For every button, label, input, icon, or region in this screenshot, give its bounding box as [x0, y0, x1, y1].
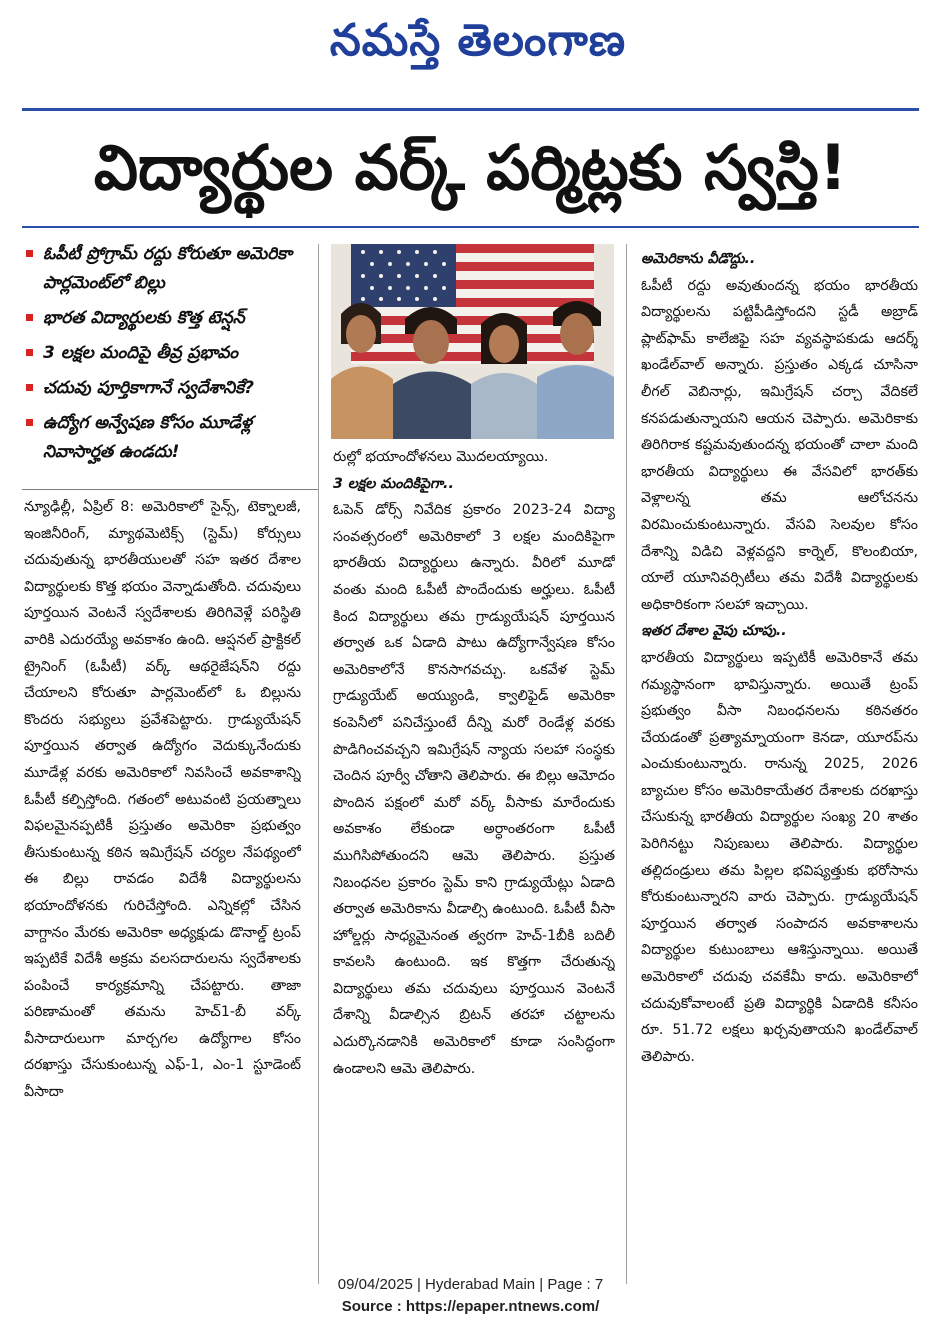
- section-subhead: అమెరికాను వీడొద్దు..: [641, 251, 756, 267]
- bullet-text: ఓపీటీ ప్రోగ్రామ్ రద్దు కోరుతూ అమెరికా పార్లమెంట్‌లో బిల్లు: [43, 244, 293, 293]
- article-paragraph: రుల్లో భయాందోళనలు మొదలయ్యాయి.: [333, 449, 549, 465]
- article-column-3: [641, 246, 918, 1276]
- bullet-text: భారత విద్యార్థులకు కొత్త టెన్షన్: [43, 308, 245, 328]
- article-column-2: [333, 444, 615, 1284]
- bullet-text: 3 లక్షల మందిపై తీవ్ర ప్రభావం: [43, 343, 239, 363]
- bullet-text: ఉద్యోగ అన్వేషణ కోసం మూడేళ్ల నివాసార్హత ఉండదు!: [43, 413, 252, 462]
- bullet-item: [24, 374, 314, 403]
- headline-rule: [22, 226, 919, 228]
- masthead-logo: నమస్తే తెలంగాణ: [329, 15, 627, 66]
- section-subhead: ఇతర దేశాల వైపు చూపు..: [641, 623, 787, 640]
- column-divider: [626, 244, 627, 1284]
- article-paragraph: ఓపెన్ డోర్స్ నివేదిక ప్రకారం 2023-24 విద్యా సంవత్సరంలో అమెరికాలో 3 లక్షల మందికిపైగా భారతీయ విద్యార్థులు ఉన్నారు. వీరిలో మూడో వంతు మంది ఓపీటీ పొందేందుకు అర్హులు. ఓపీటీ కింద విద్యార్థులు తమ గ్రాడ్యుయేషన్ పూర్తయిన తర్వాత ఒక ఏడాది పాటు ఉద్యోగాన్వేషణ కోసం అమెరికాలోనే కొనసాగవచ్చు. ఒకవేళ స్టెమ్ గ్రాడ్యుయేట్ అయ్యుండి, క్వాలిఫైడ్ అమెరికా కంపెనీలో పనిచేస్తుంటే దీన్ని మరో రెండేళ్ల వరకు పొడిగించవచ్చని ఇమిగ్రేషన్ న్యాయ సలహా సంస్థకు చెందిన పూర్వీ చోతాని తెలిపారు. ఈ బిల్లు ఆమోదం పొందిన పక్షంలో మరో వర్క్ వీసాకు మారేందుకు అవకాశం లేకుండా అర్ధాంతరంగా ఓపీటీ ముగిసిపోతుందని ఆమె తెలిపారు. ప్రస్తుత నిబంధనల ప్రకారం స్టెమ్ కాని గ్రాడ్యుయేట్లు ఏడాది తర్వాత అమెరికాను వీడాల్సి ఉంటుంది. ఓపీటీ వీసా హోల్డర్లు సాధ్యమైనంత త్వరగా హెచ్-1బీకి బదిలీ కావలసి ఉంటుంది. ఇక కొత్తగా చేరుతున్న విద్యార్థులు తమ చదువులు పూర్తయిన వెంటనే దేశాన్ని వీడాల్సిన బ్రిటన్ తరహా చట్టాలను ఎదుర్కొనడానికి అమెరికాలో కూడా సంసిద్ధంగా ఉండాలని ఆమె తెలిపారు.: [333, 502, 615, 1077]
- article-paragraph: భారతీయ విద్యార్థులు ఇప్పటికీ అమెరికానే తమ గమ్యస్థానంగా భావిస్తున్నారు. అయితే ట్రంప్ ప్రభుత్వం వీసా నిబంధనలను కఠినతరం చేయడంతో ప్రత్యామ్నాయంగా కెనడా, యూరప్‌ను ఎంచుకుంటున్నారు. రానున్న 2025, 2026 బ్యాచుల కోసం అమెరికాయేతర దేశాలకు దరఖాస్తు చేసుకున్న భారతీయ విద్యార్థుల సంఖ్య 20 శాతం పెరిగినట్టు నిపుణులు తెలిపారు. విద్యార్థుల తల్లిదండ్రులు తమ పిల్లల భవిష్యత్తుకు భరోసాను కోరుకుంటున్నారని వారు చెప్పారు. గ్రాడ్యుయేషన్ పూర్తయిన తర్వాత సంపాదన అవకాశాలను విద్యార్థుల కుటుంబాలు ఆశిస్తున్నాయి. అయితే అమెరికాలో చదువు చవకేమీ కాదు. అమెరికాలో చదువుకోవాలంటే ప్రతి విద్యార్థికి ఏడాదికి కనీసం రూ. 51.72 లక్షలు ఖర్చవుతాయని ఖండేల్‌వాల్ తెలిపారు.: [641, 649, 918, 1065]
- us-flag-icon: [351, 244, 594, 364]
- article-column-1: [24, 494, 301, 1284]
- footer-source-link[interactable]: Source : https://epaper.ntnews.com/: [341, 1298, 600, 1315]
- bullet-square-icon: [26, 419, 33, 426]
- bullet-square-icon: [26, 314, 33, 321]
- bullet-text: చదువు పూర్తికాగానే స్వదేశానికే?: [43, 378, 254, 398]
- section-subhead: 3 లక్షల మందికిపైగా..: [333, 475, 454, 492]
- bullet-square-icon: [26, 250, 33, 257]
- bullet-square-icon: [26, 384, 33, 391]
- bullet-item: [24, 304, 314, 333]
- article-paragraph: ఓపీటీ రద్దు అవుతుందన్న భయం భారతీయ విద్యార్థులను పట్టిపీడిస్తోందని స్టడీ అబ్రాడ్ ప్లాట్‌ఫామ్ కాలేజిఫై సహ వ్యవస్థాపకుడు ఆదర్శ్ ఖండేల్‌వాల్ అన్నారు. ప్రస్తుతం ఎక్కడ చూసినా లీగల్ వెబినార్లు, ఇమిగ్రేషన్ చర్చా వేదికలే కనపడుతున్నాయని ఆయన చెప్పారు. అమెరికాకు తిరిగిరాక కష్టమవుతుందన్న భయంతో చాలా మంది భారతీయ విద్యార్థులు ఈ వేసవిలో భారత్‌కు వెళ్లాలన్న తమ ఆలోచనను విరమించుకుంటున్నారు. వేసవి సెలవుల కోసం దేశాన్ని విడిచి వెళ్లవద్దని కార్నెల్, కొలంబియా, యాలే యూనివర్సిటీలు తమ విదేశీ విద్యార్థులకు అధికారికంగా సలహా ఇచ్చాయి.: [641, 277, 918, 613]
- highlight-bullets: [24, 240, 314, 473]
- bullets-rule: [22, 489, 318, 490]
- bullet-item: [24, 240, 314, 298]
- bullet-square-icon: [26, 349, 33, 356]
- masthead-rule: [22, 108, 919, 111]
- students-flag-photo: [331, 244, 614, 439]
- article-paragraph: న్యూఢిల్లీ, ఏప్రిల్ 8: అమెరికాలో సైన్స్, టెక్నాలజీ, ఇంజినీరింగ్, మ్యాథమెటిక్స్ (స్టెమ్) కోర్సులు చదువుతున్న భారతీయులతో సహ ఇతర దేశాల విద్యార్థులకు కొత్త భయం వెన్నాడుతోంది. చదువులు పూర్తయిన వెంటనే స్వదేశాలకు తిరిగివెళ్లే పరిస్థితి వారికి ఎదురయ్యే అవకాశం ఉంది. ఆప్షనల్ ప్రాక్టికల్ ట్రైనింగ్ (ఓపీటీ) వర్క్ ఆథరైజేషన్‌ని రద్దు చేయాలని కోరుతూ పార్లమెంట్‌లో ఓ బిల్లును కొందరు సభ్యులు ప్రవేశపెట్టారు. గ్రాడ్యుయేషన్ పూర్తయిన తర్వాత ఉద్యోగం వెదుక్కునేందుకు మూడేళ్ల వరకు అమెరికాలో నివసించే అవకాశాన్ని ఓపీటీ కల్పిస్తోంది. గతంలో అటువంటి ప్రయత్నాలు విఫలమైనప్పటికీ ప్రస్తుతం అమెరికా ప్రభుత్వం తీసుకుంటున్న కఠిన ఇమిగ్రేషన్ చర్యల నేపథ్యంలో ఈ బిల్లు రావడం విదేశీ విద్యార్థులను భయాందోళనకు గురిచేస్తోంది. ఎన్నికల్లో చేసిన వాగ్దానం మేరకు అమెరికా అధ్యక్షుడు డొనాల్డ్ ట్రంప్ ఇప్పటికే విదేశీ అక్రమ వలసదారులను స్వదేశాలకు పంపించే కార్యక్రమాన్ని చేపట్టారు. తాజా పరిణామంతో తమను హెచ్1-బీ వర్క్ వీసాదారులుగా మార్చగల ఉద్యోగాల కోసం దరఖాస్తు చేసుకుంటున్న ఎఫ్-1, ఎం-1 స్టూడెంట్ వీసాదా: [24, 499, 301, 1101]
- bullet-item: [24, 339, 314, 368]
- page-headline: విద్యార్థుల వర్క్ పర్మిట్లకు స్వస్తి!: [93, 131, 848, 204]
- bullet-item: [24, 409, 314, 467]
- news-photo: [331, 244, 614, 439]
- column-divider: [318, 244, 319, 1284]
- footer-edition-info: 09/04/2025 | Hyderabad Main | Page : 7: [337, 1276, 604, 1293]
